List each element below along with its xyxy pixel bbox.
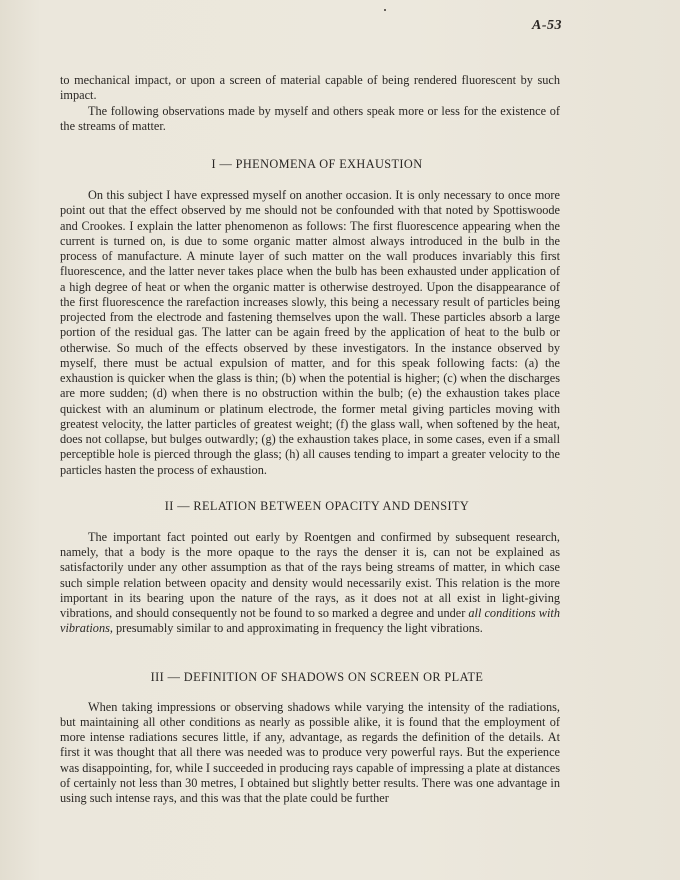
- section-heading-opacity-density: II — RELATION BETWEEN OPACITY AND DENSITY: [164, 498, 470, 513]
- paragraph-shadows: When taking impressions or observing shadows while varying the intensity of the radiations, but maintaining all other conditions as nearly as possible alike, it is found that the employment of more intense radiations secures little, if any, advantage, as regards the definition of the details. At first it was thought that all there was needed was to produce very powerful rays. But the experience was disappointing, for, while I succeeded in producing rays capable of impressing a plate at distances of certainly not less than 30 metres, I obtained but slightly better results. There was one advantage in using such intense rays, and this was that the plate could be further: [60, 699, 560, 805]
- emphasis-text: all conditions with vibrations,: [60, 606, 560, 636]
- scan-speck: [384, 9, 386, 11]
- paragraph-intro: The following observations made by myself and others speak more or less for the existence of the streams of matter.: [60, 103, 560, 133]
- page-number: A-53: [532, 18, 562, 33]
- paragraph-continuation: to mechanical impact, or upon a screen of material capable of being rendered fluorescent by such impact.: [60, 73, 560, 103]
- paragraph-text: The important fact pointed out early by Roentgen and confirmed by subsequent research, namely, that a body is the more opaque to the rays the denser it is, can not be explained as satisfactorily under any other assumption as that of the rays being streams of matter, in which case such simple relation between opacity and density would necessarily exist. This relation is the more important in its bearing upon the nature of the rays, as it does not at all exist in light-giving vibrations, and should consequently not be found to so marked a degree and under: [60, 529, 560, 620]
- paragraph-text: presumably similar to and approximating in frequency the light vibrations.: [112, 621, 483, 636]
- paragraph-exhaustion: On this subject I have expressed myself on another occasion. It is only necessary to once more point out that the effect observed by me should not be confounded with that noted by Spottiswoode and Crookes. I explain the latter phenomenon as follows: The first fluorescence appearing when the current is turned on, is due to some organic matter almost always introduced in the bulb in the process of manufacture. A minute layer of such matter on the wall produces invariably this first fluorescence, and the latter never takes place when the bulb has been exhausted under application of a high degree of heat or when the organic matter is otherwise destroyed. Upon the disappearance of the first fluorescence the rarefaction increases slowly, this being a necessary result of particles being projected from the electrode and fastening themselves upon the wall. These particles absorb a large portion of the residual gas. The latter can be again freed by the application of heat to the bulb or otherwise. So much of the effects observed by these investigators. In the instance observed by myself, there must be actual expulsion of matter, and for this speak following facts: (a) the exhaustion is quicker when the glass is thin; (b) when the potential is higher; (c) when the discharges are more sudden; (d) when there is no obstruction within the bulb; (e) the exhaustion takes place quickest with an aluminum or platinum electrode, the former metal giving particles moving with greatest velocity, the latter particles of greatest weight; (f) the glass wall, when softened by the heat, does not collapse, but bulges outwardly; (g) the exhaustion takes place, in some cases, even if a small perceptible hole is pierced through the glass; (h) all causes tending to impart a greater velocity to the particles hasten the process of exhaustion.: [60, 188, 560, 477]
- section-heading-exhaustion: I — PHENOMENA OF EXHAUSTION: [211, 157, 423, 171]
- paragraph-opacity-density: [60, 530, 560, 637]
- section-heading-shadows: III — DEFINITION OF SHADOWS ON SCREEN OR PLATE: [150, 669, 484, 684]
- page-body: [60, 73, 560, 806]
